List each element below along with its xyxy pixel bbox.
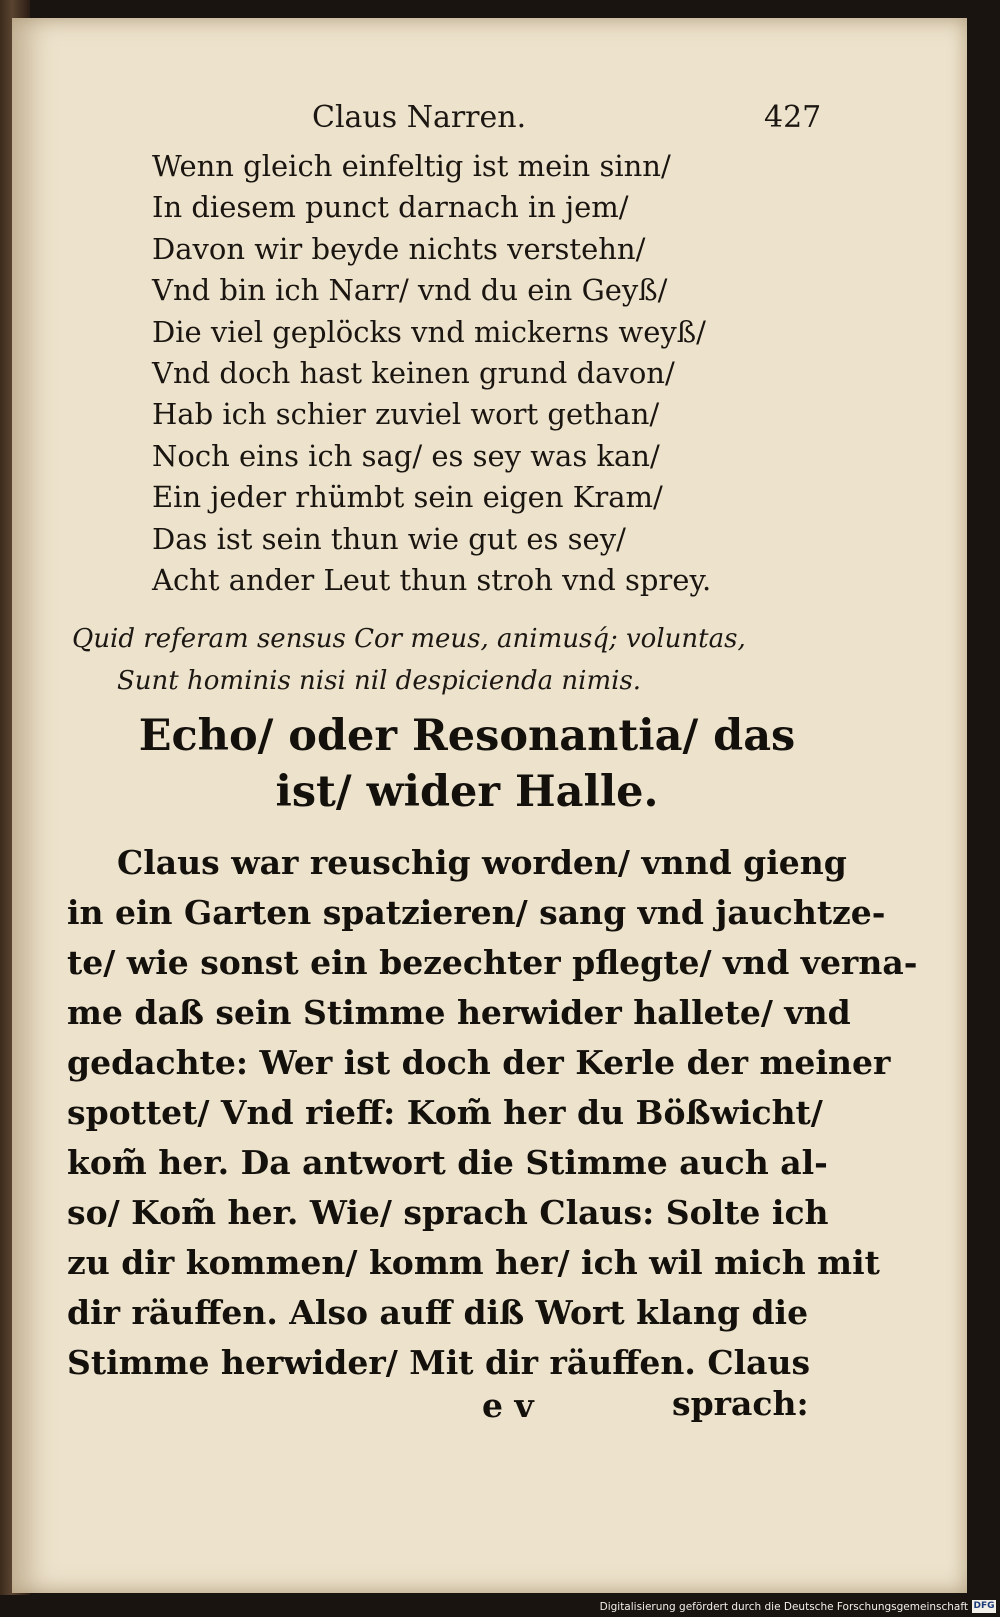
running-head: Claus Narren. [312, 100, 527, 135]
book-page [12, 18, 967, 1593]
latin-line: Quid referam sensus Cor meus, animusq́; voluntas, [72, 624, 746, 654]
signature-mark: e v [482, 1386, 534, 1425]
prose-line: Stimme herwider/ Mit dir räuffen. Claus [67, 1343, 811, 1382]
latin-line: Sunt hominis nisi nil despicienda nimis. [117, 666, 642, 696]
verse-line: Noch eins ich sag/ es sey was kan/ [152, 438, 660, 473]
verse-line: Vnd doch hast keinen grund davon/ [152, 356, 675, 391]
verse-line: In diesem punct darnach in jem/ [152, 190, 629, 225]
prose-line: zu dir kommen/ komm her/ ich wil mich mit [67, 1243, 880, 1282]
footer-credit: Digitalisierung gefördert durch die Deutsche Forschungsgemeinschaft [599, 1601, 968, 1613]
dfg-logo-icon: DFG [973, 1601, 995, 1611]
section-heading [72, 708, 862, 820]
prose-line: te/ wie sonst ein bezechter pflegte/ vnd verna- [67, 943, 918, 982]
verse-line: Davon wir beyde nichts verstehn/ [152, 231, 646, 266]
prose-line: gedachte: Wer ist doch der Kerle der meiner [67, 1043, 891, 1082]
verse-line: Das ist sein thun wie gut es sey/ [152, 521, 626, 556]
verse-line: Die viel geplöcks vnd mickerns weyß/ [152, 314, 706, 349]
prose-line: Claus war reuschig worden/ vnnd gieng [117, 843, 847, 882]
heading-line: Echo/ oder Resonantia/ das [138, 711, 796, 761]
verse-block [152, 146, 792, 601]
prose-line: me daß sein Stimme herwider hallete/ vnd [67, 993, 851, 1032]
heading-line: ist/ wider Halle. [275, 767, 659, 817]
prose-line: kom̃ her. Da antwort die Stimme auch al- [67, 1143, 828, 1182]
prose-line: in ein Garten spatzieren/ sang vnd jauchtze- [67, 893, 886, 932]
verse-line: Wenn gleich einfeltig ist mein sinn/ [152, 149, 671, 183]
prose-line: so/ Kom̃ her. Wie/ sprach Claus: Solte ich [67, 1193, 829, 1232]
prose-block [67, 838, 918, 1388]
verse-line: Vnd bin ich Narr/ vnd du ein Geyß/ [152, 273, 668, 308]
verse-line: Hab ich schier zuviel wort gethan/ [152, 397, 660, 432]
prose-line: spottet/ Vnd rieff: Kom̃ her du Bößwicht/ [67, 1093, 823, 1132]
page-number: 427 [764, 100, 822, 135]
verse-line: Acht ander Leut thun stroh vnd sprey. [152, 563, 712, 598]
catchword: sprach: [672, 1384, 809, 1423]
verse-line: Ein jeder rhümbt sein eigen Kram/ [152, 480, 663, 515]
latin-epigram [72, 618, 832, 702]
prose-line: dir räuffen. Also auff diß Wort klang die [67, 1293, 809, 1332]
